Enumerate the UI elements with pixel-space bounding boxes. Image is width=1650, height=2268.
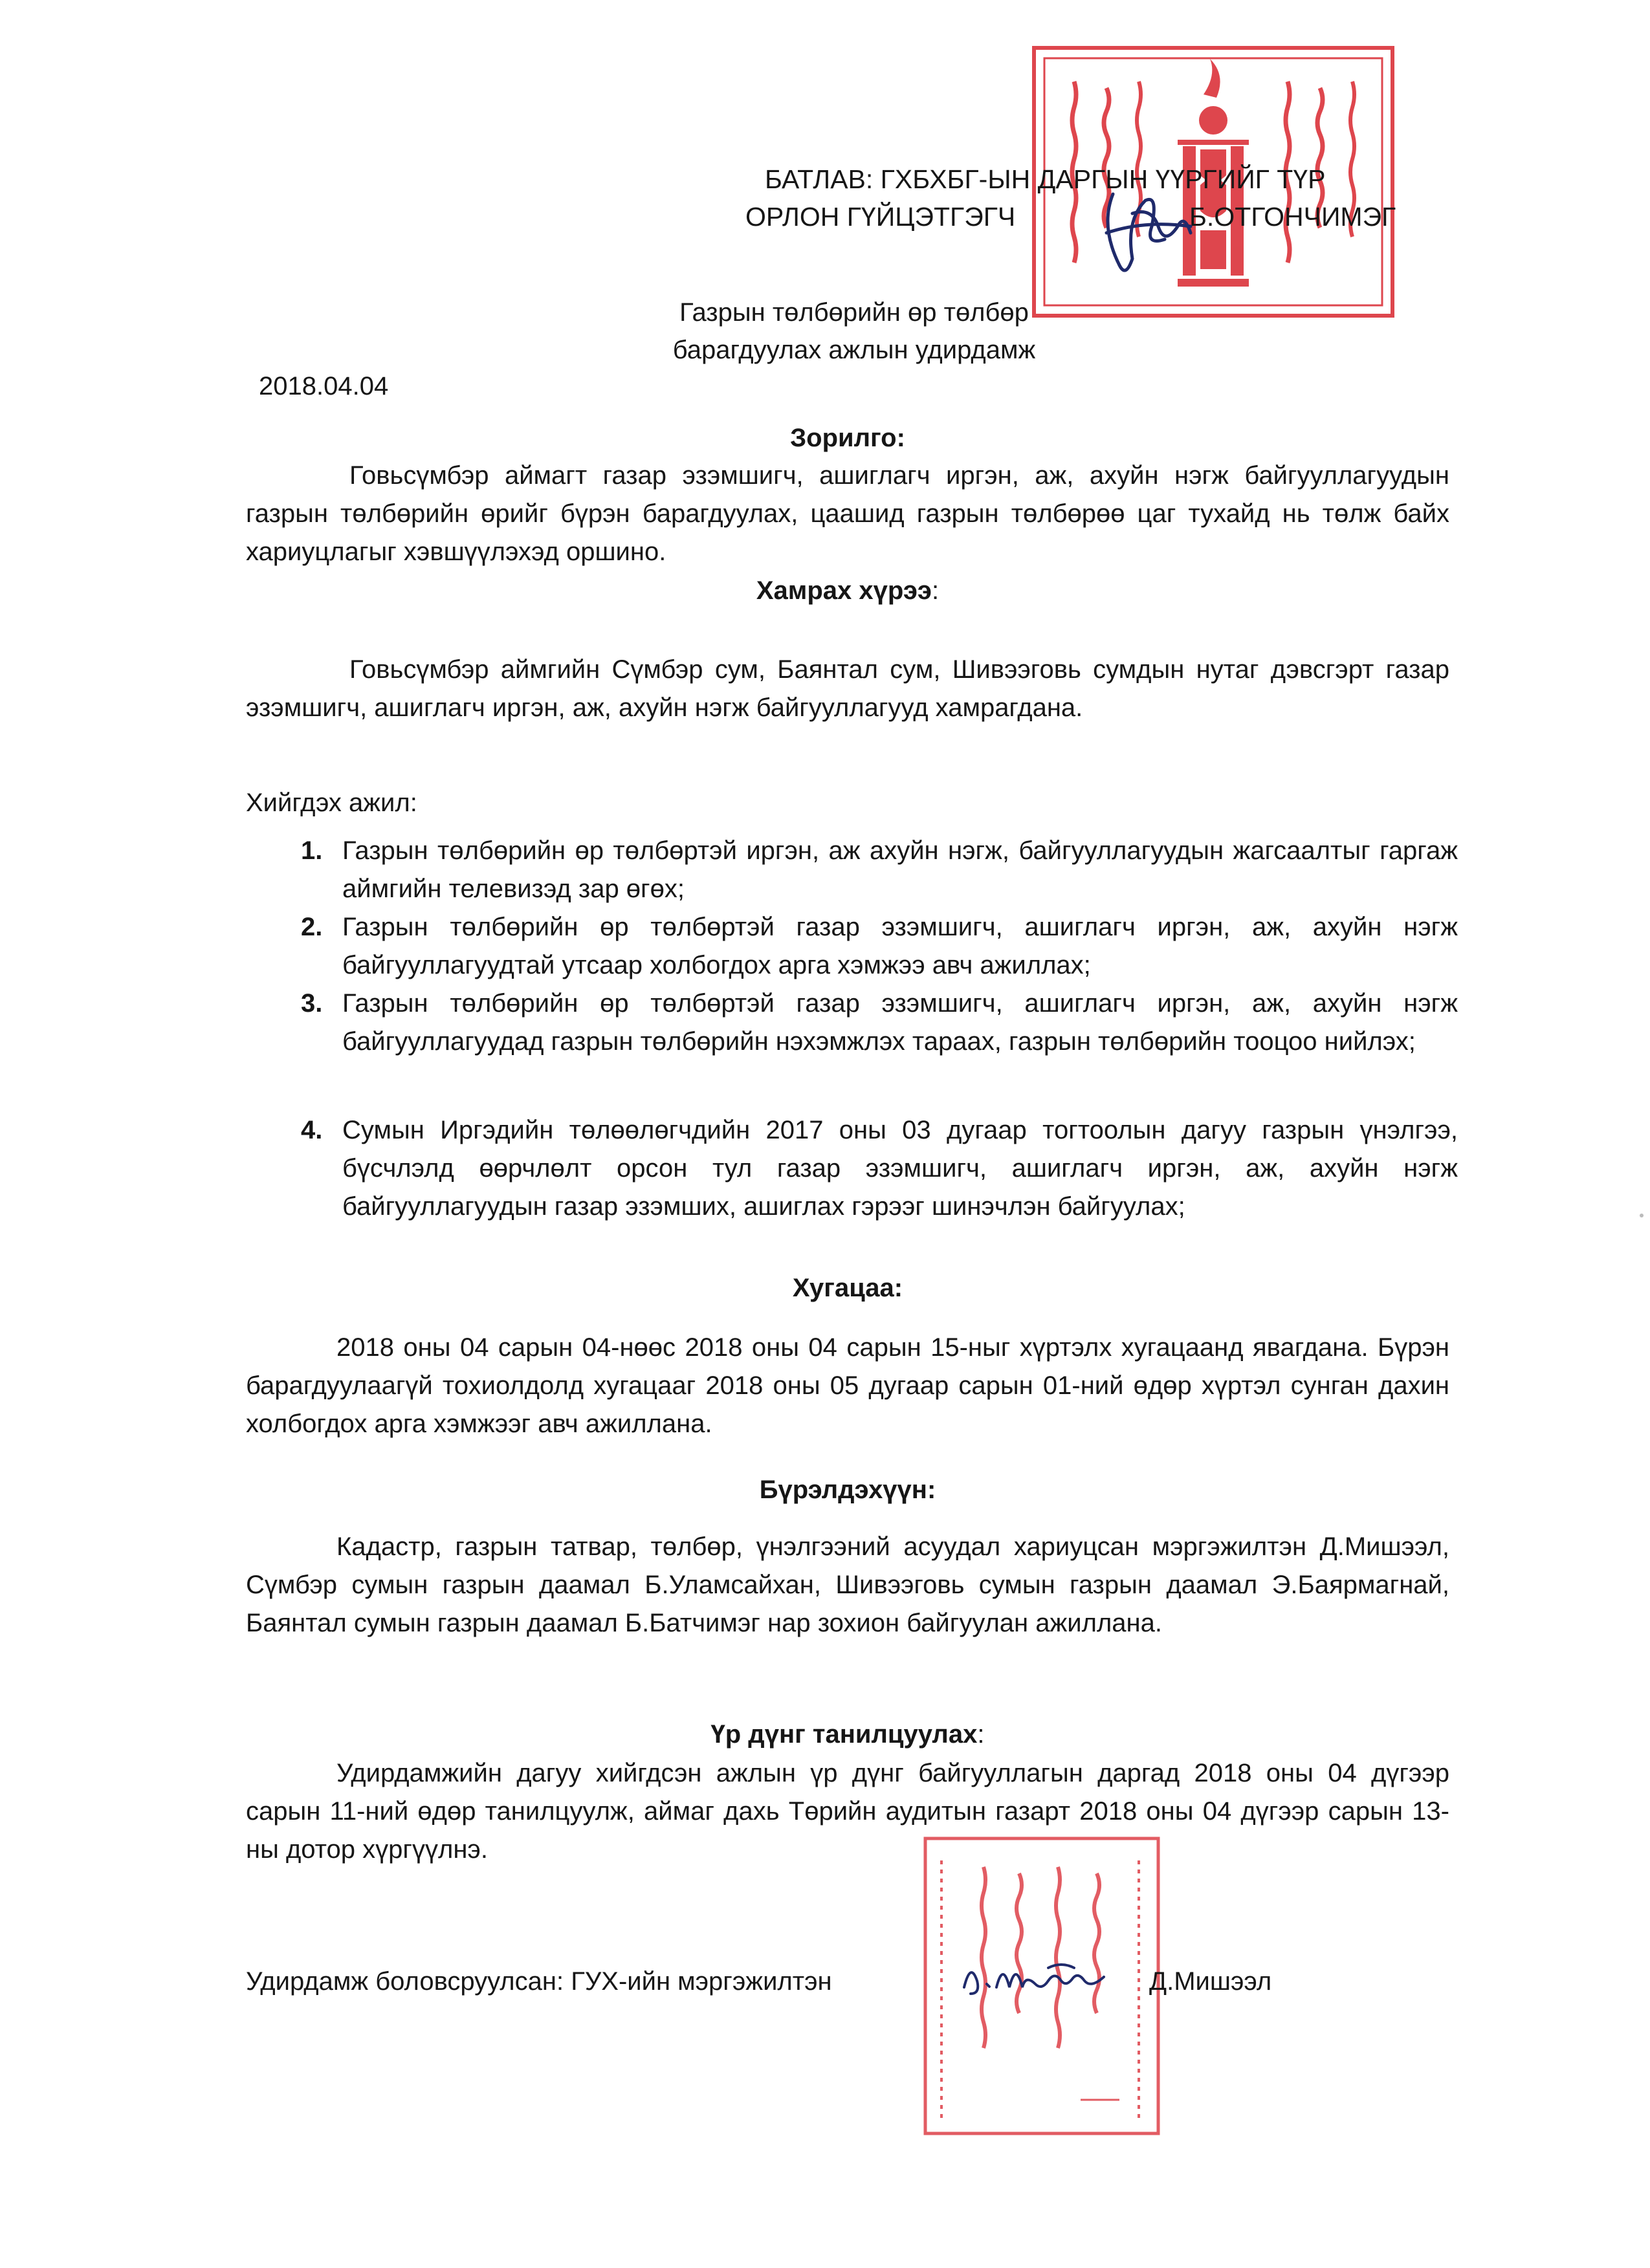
signature-bottom [951,1948,1119,2007]
approval-line-1: БАТЛАВ: ГХБХБГ-ЫН ДАРГЫН ҮҮРГИЙГ ТҮР [765,164,1326,194]
task-number: 4. [301,1116,323,1144]
scope-heading: Хамрах хүрээ [756,576,932,605]
task-number: 1. [301,836,323,865]
duration-heading: Хугацаа: [792,1274,903,1302]
scope-text: Говьсүмбэр аймгийн Сүмбэр сум, Баянтал сум, Шивээговь сумдын нутаг дэвсгэрт газар эзэмшигч, ашиглагч иргэн, аж, ахуйн нэгж байгууллагууд хамрагдана. [246,655,1449,722]
approval-name: Б.ОТГОНЧИМЭГ [1189,202,1396,232]
task-text: Газрын төлбөрийн өр төлбөртэй иргэн, аж ахуйн нэгж, байгууллагуудын жагсаалтыг гаргаж аймгийн телевизэд зар өгөх; [342,836,1458,903]
document-title-line-1: Газрын төлбөрийн өр төлбөр [679,298,1029,327]
members-heading: Бүрэлдэхүүн: [759,1476,936,1504]
task-text: Сумын Иргэдийн төлөөлөгчдийн 2017 оны 03 дугаар тогтоолын дагуу газрын үнэлгээ, бүсчлэлд өөрчлөлт орсон тул газар эзэмшигч, ашиглагч иргэн, аж, ахуйн нэгж байгууллагуудын газар эзэмших, ашиглах гэрээг шинэчлэн байгуулах; [342,1116,1458,1221]
results-text: Удирдамжийн дагуу хийгдсэн ажлын үр дүнг байгууллагын даргад 2018 оны 04 дүгээр сарын 11-ний өдөр танилцуулж, аймаг дахь Төрийн аудитын газарт 2018 оны 04 дүгээр сарын 13-ны дотор хүргүүлнэ. [246,1759,1449,1864]
task-number: 3. [301,989,323,1018]
task-text: Газрын төлбөрийн өр төлбөртэй газар эзэмшигч, ашиглагч иргэн, аж, ахуйн нэгж байгууллагуудад газрын төлбөрийн нэхэмжлэх тараах, газрын төлбөрийн тооцоо нийлэх; [342,989,1458,1056]
scan-speck [1640,1214,1644,1217]
signature-top [1094,175,1210,285]
members-text: Кадастр, газрын татвар, төлбөр, үнэлгээний асуудал хариуцсан мэргэжилтэн Д.Мишээл, Сүмбэр сумын газрын даамал Б.Уламсайхан, Шивээговь сумын газрын даамал Э.Баярмагнай, Баянтал сумын газрын даамал Б.Батчимэг нар зохион байгуулан ажиллана. [246,1532,1449,1637]
results-heading: Үр дүнг танилцуулах [710,1720,978,1749]
goal-text: Говьсүмбэр аймагт газар эзэмшигч, ашиглагч иргэн, аж, ахуйн нэгж байгууллагуудын газрын төлбөрийн өрийг бүрэн барагдуулах, цаашид газрын төлбөрөө цаг тухайд нь төлж байх хариуцлагыг хэвшүүлэхэд оршино. [246,461,1449,566]
scope-heading-colon: : [932,576,940,605]
tasks-heading: Хийгдэх ажил: [246,789,417,817]
prepared-by-label: Удирдамж боловсруулсан: ГУХ-ийн мэргэжилтэн [246,1967,832,1996]
scope-heading-wrap [246,572,1449,610]
document-date: 2018.04.04 [259,372,389,400]
results-heading-colon: : [977,1720,985,1749]
approval-role: ОРЛОН ГҮЙЦЭТГЭГЧ [745,202,1016,232]
task-text: Газрын төлбөрийн өр төлбөртэй газар эзэмшигч, ашиглагч иргэн, аж, ахуйн нэгж байгууллагуудтай утсаар холбогдох арга хэмжээ авч ажиллах; [342,913,1458,979]
task-number: 2. [301,913,323,941]
results-heading-wrap [246,1716,1449,1754]
duration-text: 2018 оны 04 сарын 04-нөөс 2018 оны 04 сарын 15-ныг хүртэлх хугацаанд явагдана. Бүрэн барагдуулаагүй тохиолдолд хугацааг 2018 оны 05 дугаар сарын 01-ний өдөр хүртэл сунган дахин холбогдох арга хэмжээг авч ажиллана. [246,1333,1449,1438]
prepared-by-name: Д.Мишээл [1149,1967,1272,1996]
goal-heading: Зорилго: [790,424,905,452]
document-title-line-2: барагдуулах ажлын удирдамж [672,336,1036,364]
